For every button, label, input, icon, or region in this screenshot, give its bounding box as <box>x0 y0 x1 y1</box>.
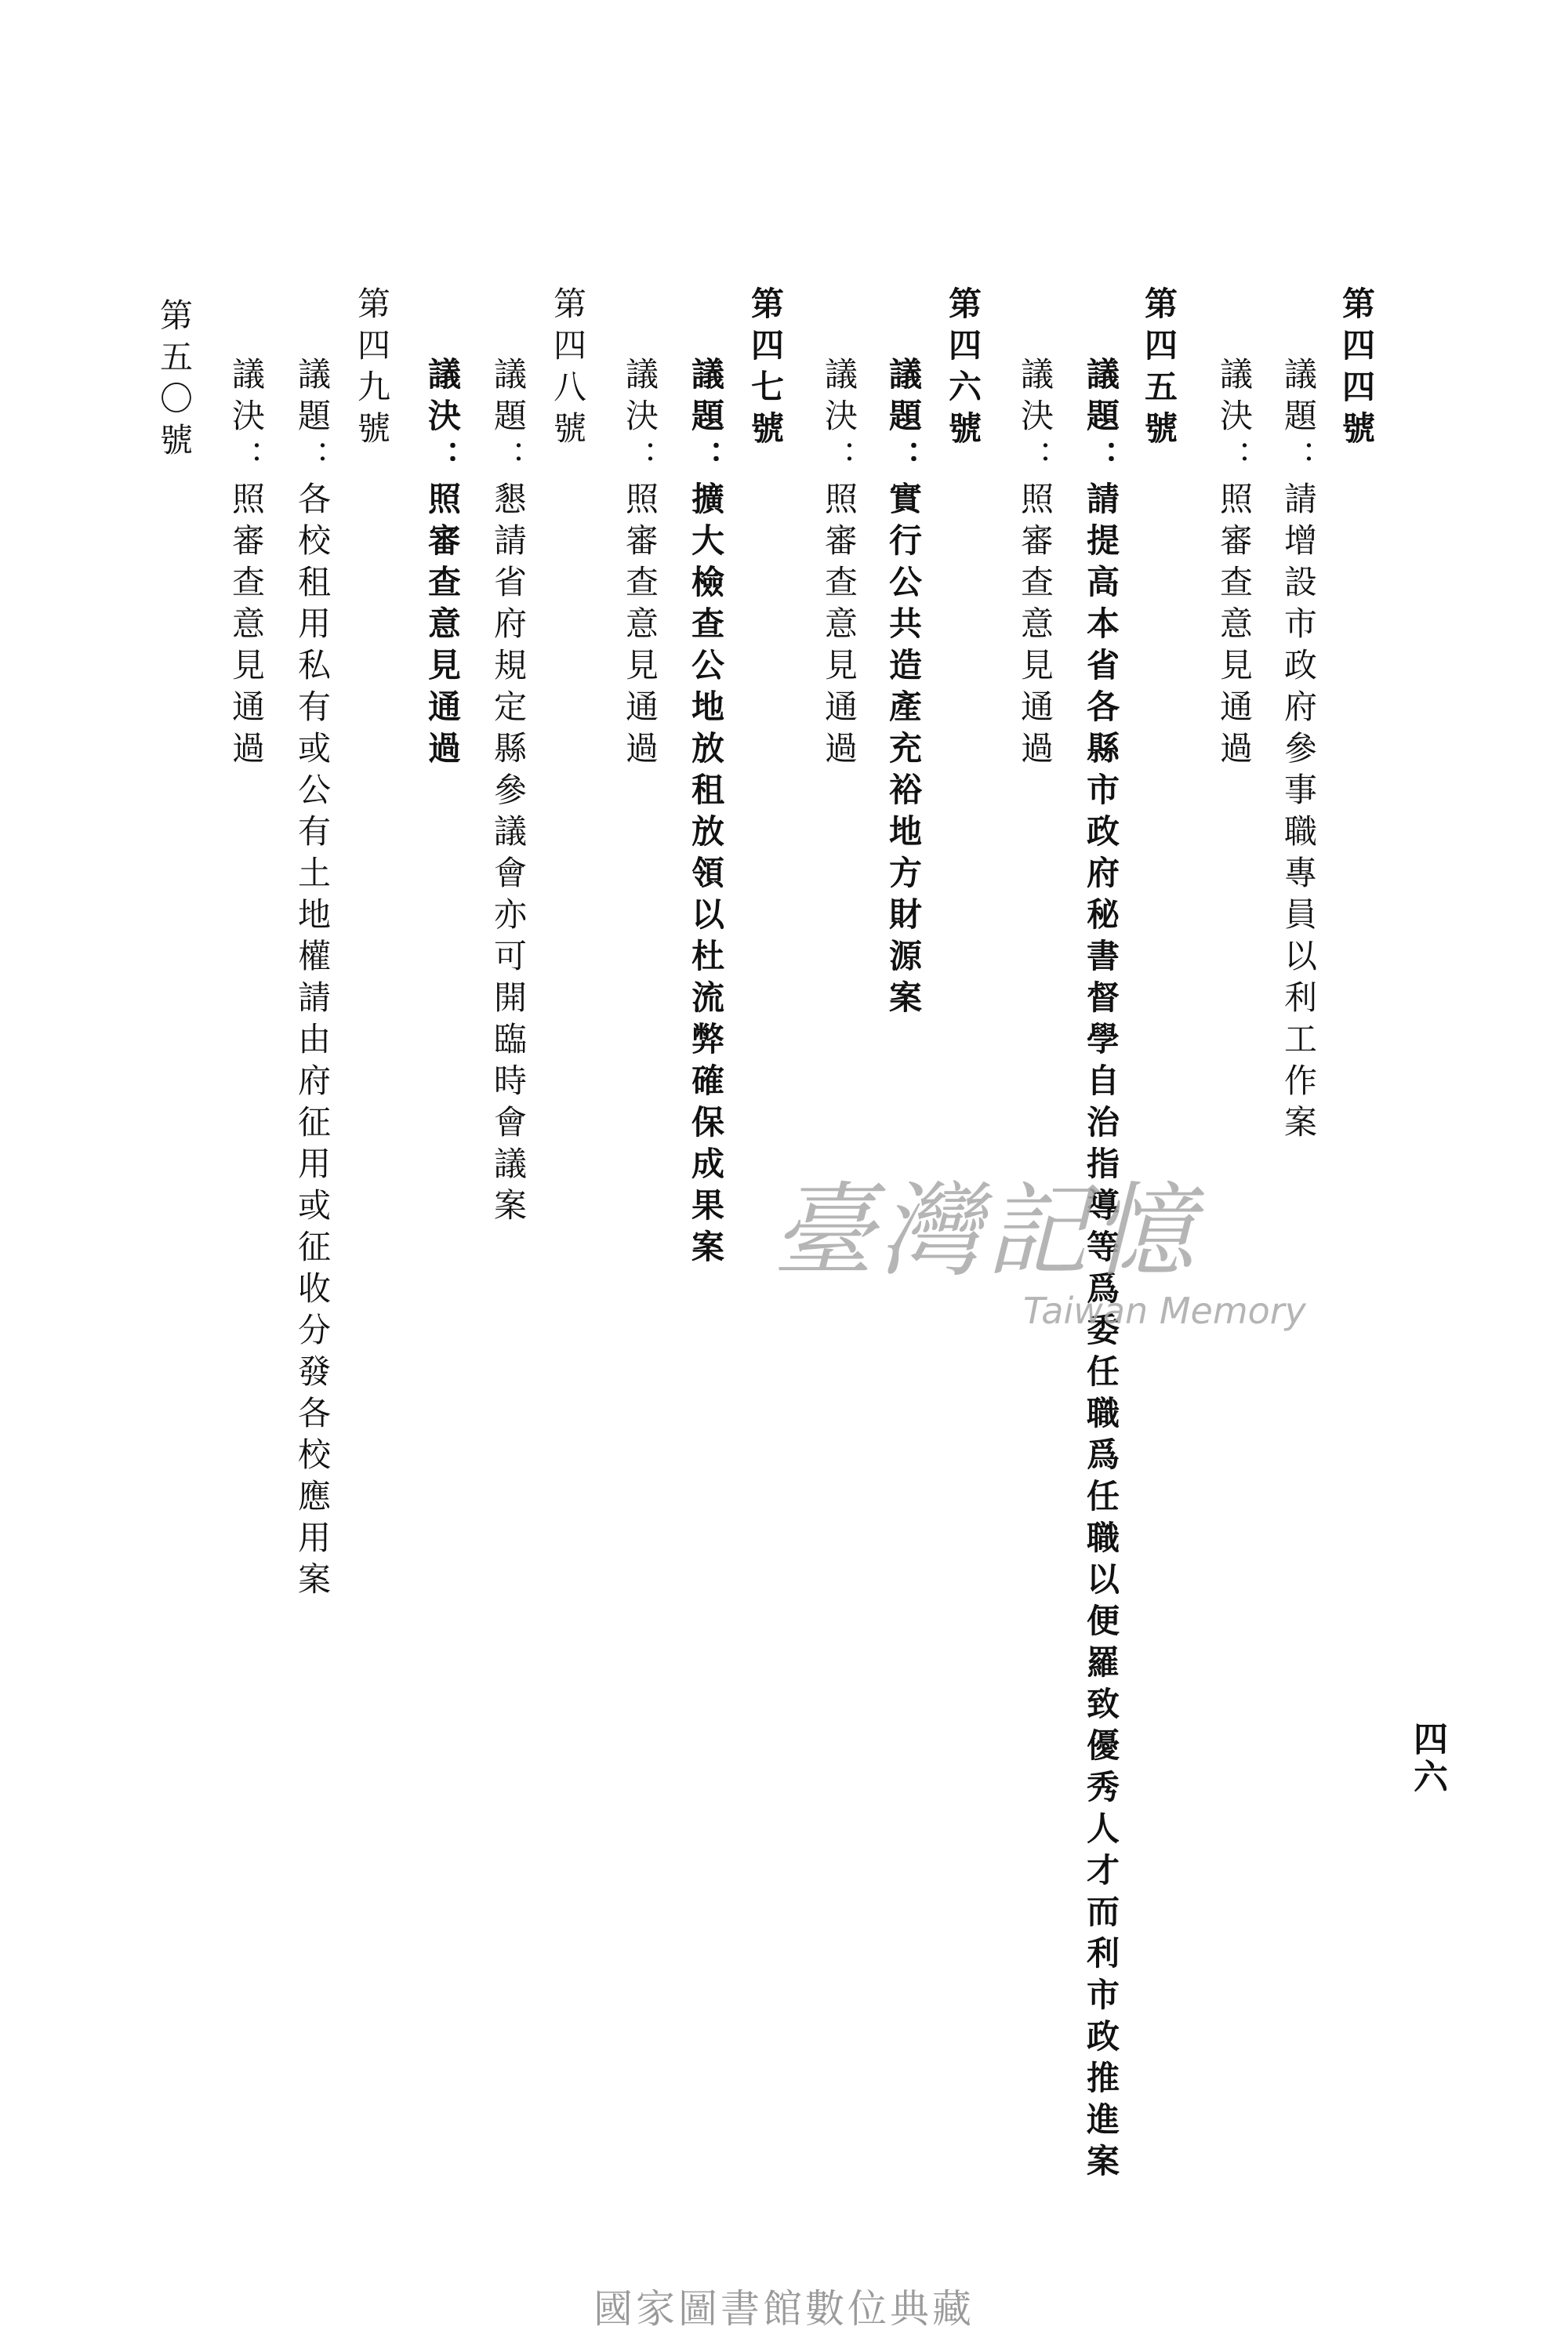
entry-49-heading: 第四九號 <box>353 286 391 452</box>
taiwan-memory-watermark <box>772 1171 1306 1360</box>
watermark-chinese-text: 臺灣記憶 <box>772 1171 1200 1290</box>
entry-50-heading: 第五〇號 <box>155 298 194 464</box>
entry-49-topic: 議題：各校租用私有或公有土地權請由府征用或征收分發各校應用案 <box>293 357 332 1603</box>
library-footer: 國家圖書館數位典藏 <box>593 2286 975 2332</box>
entry-45-heading: 第四五號 <box>1140 286 1178 452</box>
entry-44-resolution: 議決：照審查意見通過 <box>1215 357 1254 772</box>
watermark-english-text: Taiwan Memory <box>1023 1290 1306 1332</box>
entry-48-resolution: 議決：照審查意見通過 <box>423 357 462 772</box>
entry-47-resolution: 議決：照審查意見通過 <box>621 357 659 772</box>
entry-48-topic: 議題：懇請省府規定縣參議會亦可開臨時會議案 <box>489 357 528 1229</box>
entry-48-heading: 第四八號 <box>549 286 587 452</box>
entry-45-resolution: 議決：照審查意見通過 <box>1016 357 1054 772</box>
entry-44-topic: 議題：請增設市政府參事職專員以利工作案 <box>1279 357 1318 1146</box>
entry-45-topic: 議題：請提高本省各縣市政府秘書督學自治指導等爲委任職爲任職以便羅致優秀人才而利市政推進案 <box>1082 357 1120 2185</box>
entry-46-heading: 第四六號 <box>944 286 982 452</box>
entry-46-resolution: 議決：照審查意見通過 <box>820 357 858 772</box>
entry-49-resolution: 議決：照審查意見通過 <box>227 357 266 772</box>
page-number: 四六 <box>1407 1721 1447 1796</box>
entry-47-heading: 第四七號 <box>746 286 785 452</box>
entry-44-heading: 第四四號 <box>1338 286 1376 452</box>
entry-46-topic: 議題：實行公共造產充裕地方財源案 <box>884 357 923 1022</box>
entry-47-topic: 議題：擴大檢查公地放租放領以杜流弊確保成果案 <box>687 357 725 1271</box>
